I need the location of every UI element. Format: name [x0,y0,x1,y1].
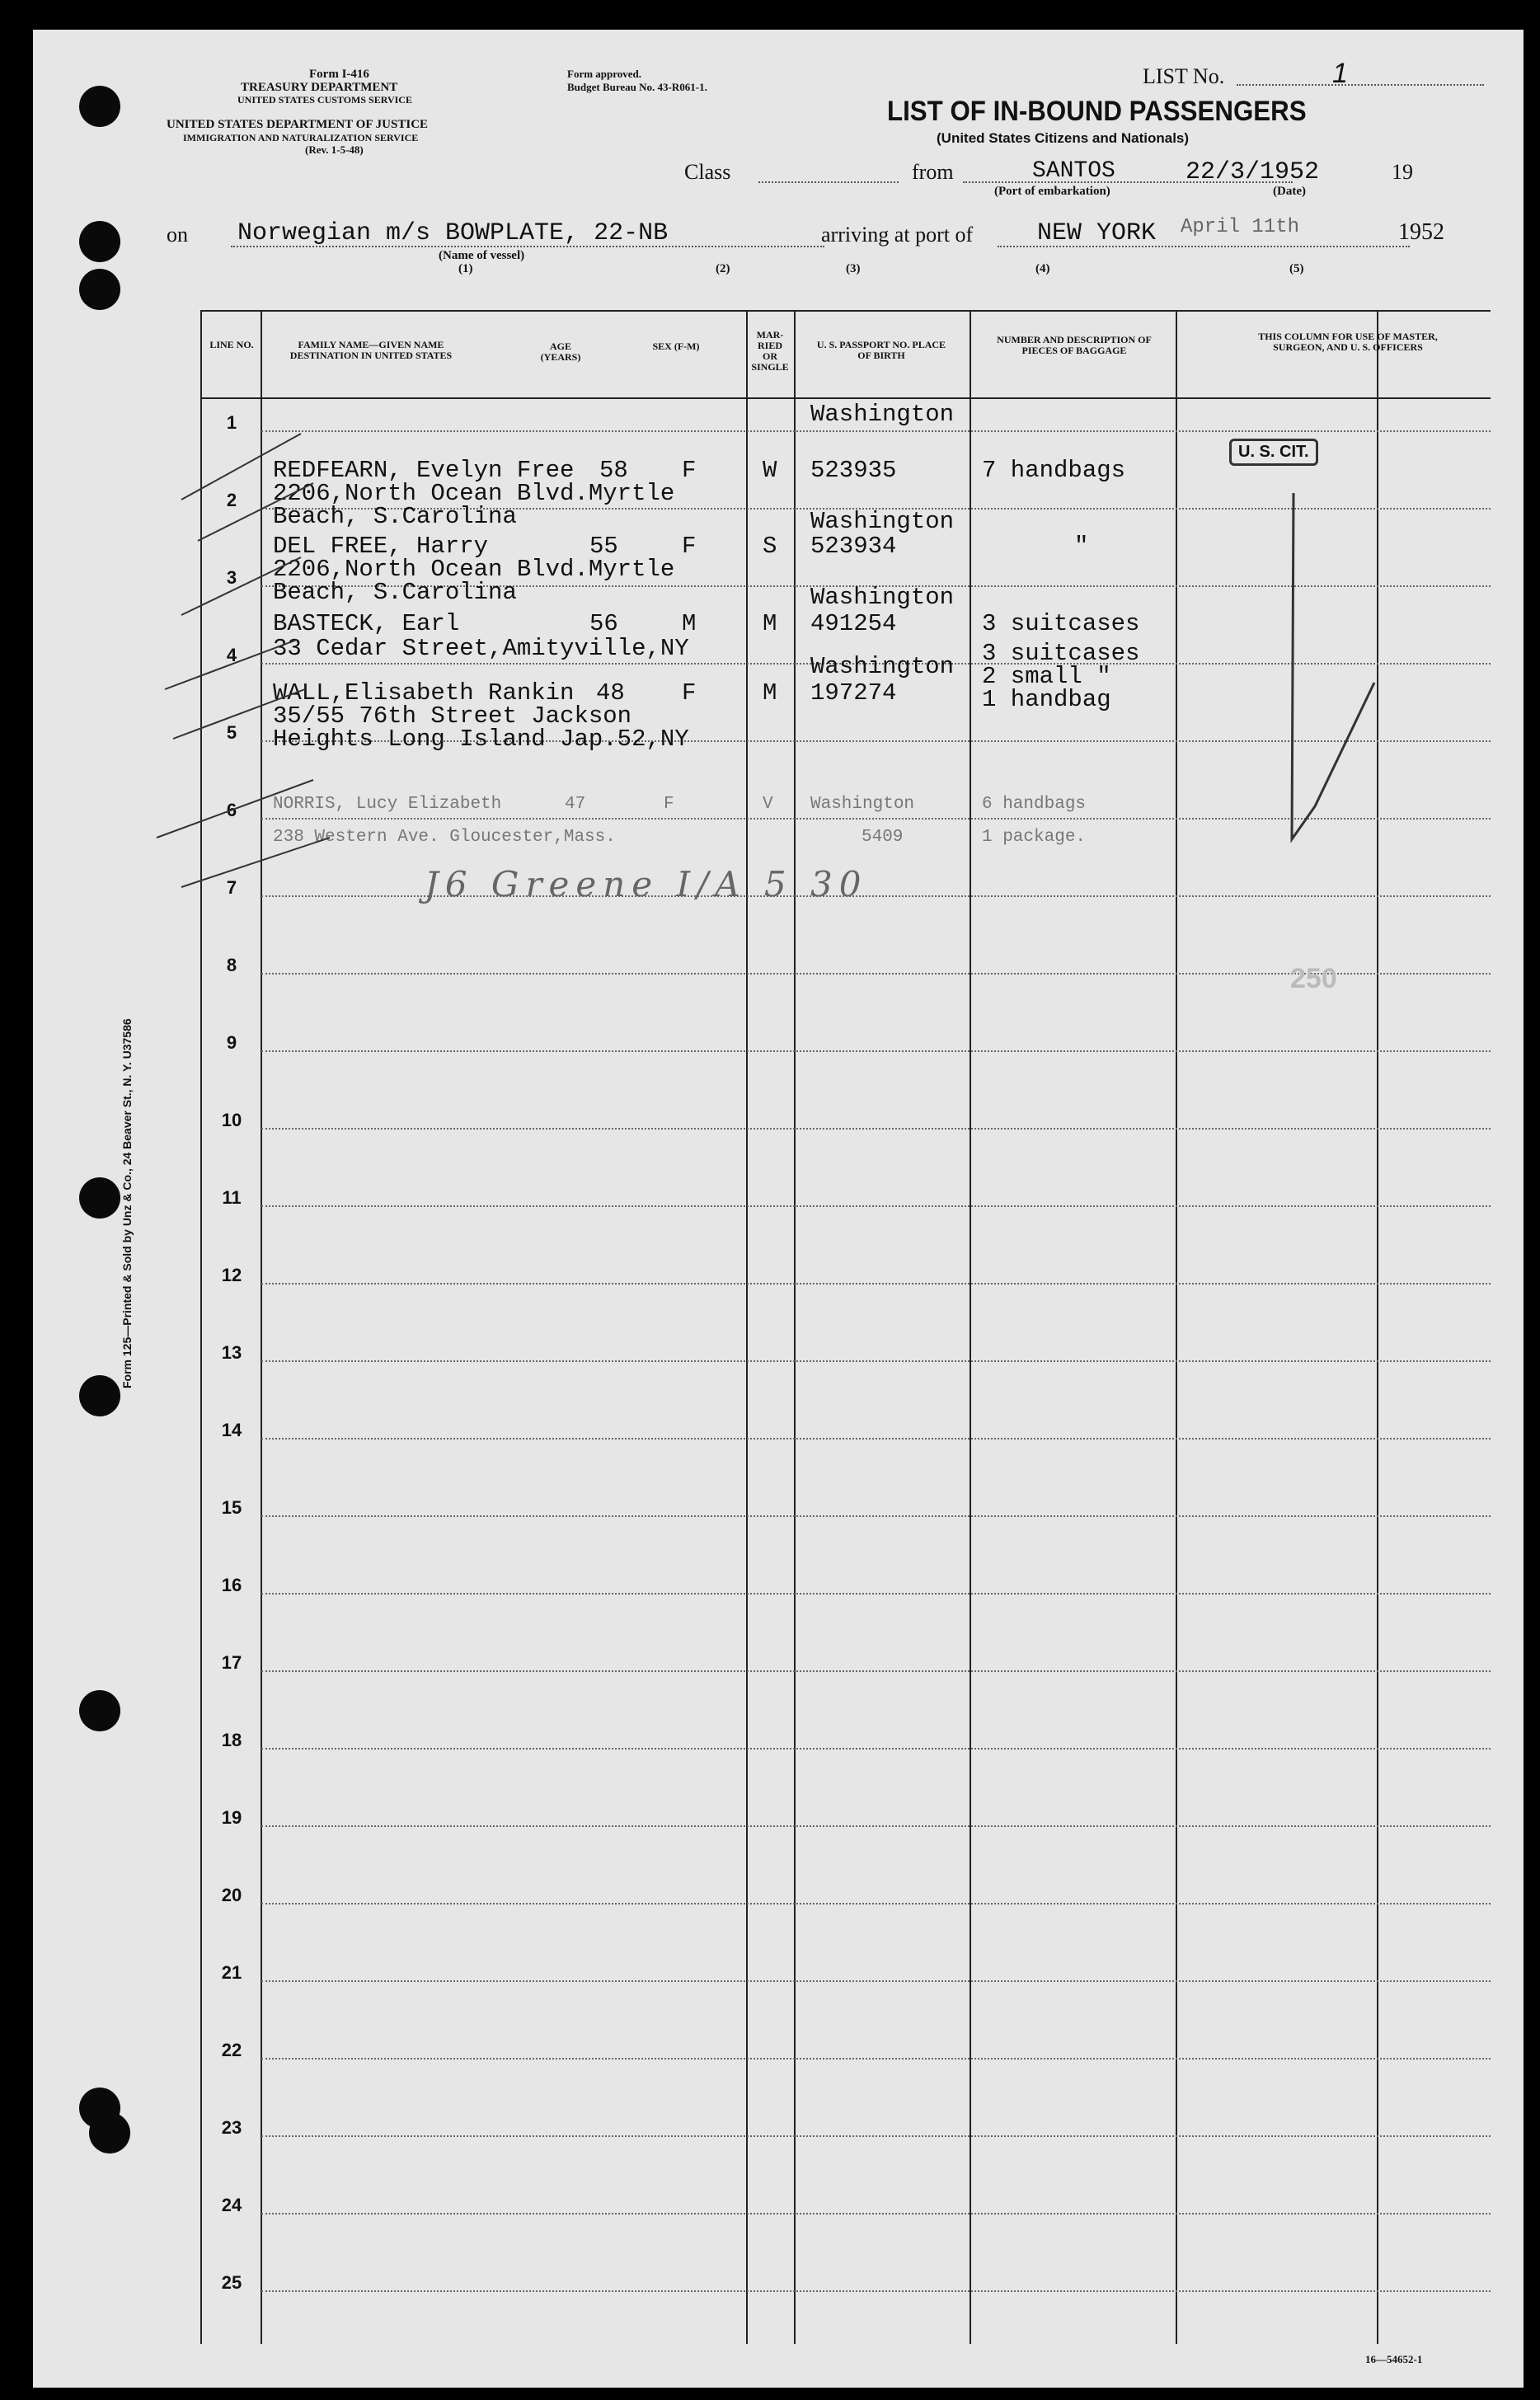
handwritten-note: J6 Greene I/A 5 30 [425,864,868,904]
row4-passport: 197274 [810,679,897,707]
row-rule [261,2058,1491,2059]
from-label: from [912,160,954,184]
row2-baggage: " [1074,533,1089,560]
col-num-5: (5) [1289,262,1304,275]
row-rule [261,1980,1491,1982]
arrival-year: 1952 [1398,219,1444,245]
row3-birth: Washington [810,584,955,611]
punch-hole [79,1690,120,1731]
arrival-port: NEW YORK [1037,219,1157,247]
line-number: 2 [226,490,237,510]
row1-name: REDFEARN, Evelyn Free [273,457,575,484]
budget-bureau: Budget Bureau No. 43-R061-1. [567,81,707,93]
voyage-year-prefix: 19 [1392,160,1413,184]
line-number: 13 [221,1342,242,1363]
row2-name: DEL FREE, Harry [273,533,489,560]
row1-dest1: 2206,North Ocean Blvd.Myrtle [273,480,675,507]
customs-label: UNITED STATES CUSTOMS SERVICE [237,94,412,106]
row2-sex: F [682,533,697,560]
embark-port: SANTOS [1032,158,1115,184]
row-rule [261,1438,1491,1440]
line-number: 19 [221,1807,242,1828]
punch-hole [79,269,120,310]
vessel-name: Norwegian m/s BOWPLATE, 22-NB [237,219,669,247]
row1-birth: Washington [810,401,955,428]
struck-birth: Washington [810,795,915,814]
line-number: 25 [221,2272,242,2293]
page-title: LIST OF IN-BOUND PASSENGERS [887,96,1307,127]
row-rule [261,1283,1491,1285]
row-rule [261,1050,1491,1052]
header-baggage: NUMBER AND DESCRIPTION OF PIECES OF BAGGAGE [997,334,1152,356]
row-rule [261,430,1491,432]
row4-baggage3: 1 handbag [982,686,1111,713]
row2-passport: 523934 [810,533,897,560]
immigration-label: IMMIGRATION AND NATURALIZATION SERVICE [183,132,419,143]
line-number: 11 [222,1187,242,1208]
row4-dest2: Heights Long Island Jap.52,NY [273,726,689,753]
struck-passport: 5409 [862,828,904,847]
embark-caption: (Port of embarkation) [994,185,1110,198]
row3-age: 56 [589,610,618,637]
row3-sex: M [682,610,697,637]
row1-marital: W [763,457,777,484]
row1-baggage: 7 handbags [982,457,1126,484]
row-rule [261,1128,1491,1130]
class-field [758,181,899,183]
row3-passport: 491254 [810,610,897,637]
row3-baggage: 3 suitcases [982,610,1140,637]
on-label: on [167,223,188,247]
line-number: 22 [221,2040,242,2060]
row-rule [261,1593,1491,1595]
row2-dest2: Beach, S.Carolina [273,579,517,606]
row4-baggage1: 3 suitcases [982,640,1140,667]
class-label: Class [684,160,731,184]
row4-age: 48 [596,679,625,707]
row3-marital: M [763,610,777,637]
punch-hole [89,2112,130,2153]
struck-dest: 238 Western Ave. Gloucester,Mass. [273,828,616,847]
col-num-4: (4) [1035,262,1050,275]
row4-name: WALL,Elisabeth Rankin [273,679,575,707]
row4-marital: M [763,679,777,707]
line-number: 10 [221,1110,242,1130]
list-no-label: LIST No. [1143,64,1225,88]
page-subtitle: (United States Citizens and Nationals) [937,130,1190,146]
form-number: Form I-416 [309,68,369,81]
struck-marital: V [763,795,773,814]
row1-dest2: Beach, S.Carolina [273,503,517,530]
row-rule [261,2290,1491,2292]
header-officers: THIS COLUMN FOR USE OF MASTER, SURGEON, AND U. S. OFFICERS [1258,331,1438,353]
row4-baggage2: 2 small " [982,663,1111,690]
line-number: 16 [221,1575,242,1595]
passenger-list-sheet [33,30,1524,2388]
row-rule [261,1748,1491,1750]
line-number: 5 [226,722,237,743]
header-married: MAR-RIED OR SINGLE [751,329,789,373]
punch-hole [79,1375,120,1416]
list-no-value: 1 [1332,58,1348,89]
line-number: 9 [226,1032,237,1053]
struck-name: NORRIS, Lucy Elizabeth [273,795,502,814]
row3-dest1: 33 Cedar Street,Amityville,NY [273,635,689,662]
header-line-no: LINE NO. [209,339,254,350]
row-rule [261,1515,1491,1517]
treasury-label: TREASURY DEPARTMENT [241,81,398,94]
line-number: 6 [226,800,237,820]
punch-hole [79,221,120,262]
row1-age: 58 [599,457,628,484]
row-rule [261,2213,1491,2214]
row2-age: 55 [589,533,618,560]
row-rule [261,1825,1491,1827]
line-number: 15 [221,1497,242,1518]
row4-dest1: 35/55 76th Street Jackson [273,702,632,730]
check-mark [1282,477,1389,872]
header-age: AGE (YEARS) [540,341,581,363]
row-rule [261,1360,1491,1362]
arriving-label: arriving at port of [821,223,974,247]
list-no-field [1237,84,1484,86]
line-number: 23 [221,2117,242,2138]
row4-birth: Washington [810,653,955,680]
struck-baggage2: 1 package. [982,828,1087,847]
revision-label: (Rev. 1-5-48) [305,143,364,156]
struck-baggage1: 6 handbags [982,795,1087,814]
col-num-2: (2) [716,262,730,275]
header-name: FAMILY NAME—GIVEN NAME DESTINATION IN UNITED STATES [289,339,453,361]
header-passport: U. S. PASSPORT NO. PLACE OF BIRTH [816,339,946,361]
line-number: 20 [221,1885,242,1905]
row-rule [261,1205,1491,1207]
punch-hole [79,1177,120,1219]
row2-marital: S [763,533,777,560]
passenger-table [200,310,1491,2344]
vessel-caption: (Name of vessel) [439,249,525,262]
row-rule [261,2135,1491,2137]
line-number: 12 [221,1265,242,1285]
row-rule [261,1670,1491,1672]
line-number: 8 [226,955,237,975]
row2-birth: Washington [810,508,955,535]
tally-marks [148,392,338,920]
row-rule [261,1903,1491,1905]
row1-sex: F [682,457,697,484]
line-number: 18 [221,1730,242,1750]
line-number: 3 [226,567,237,588]
faint-number: 250 [1290,963,1337,994]
side-print: Form 125—Printed & Sold by Unz & Co., 24 Beaver St., N. Y. U37586 [120,1018,134,1388]
struck-sex: F [664,795,674,814]
line-number: 17 [221,1652,242,1673]
line-number: 24 [221,2195,242,2215]
row4-sex: F [682,679,697,707]
line-number: 7 [226,877,237,898]
header-sex: SEX (F-M) [652,341,700,352]
line-number: 4 [226,645,237,665]
footer-code: 16—54652-1 [1365,2353,1423,2365]
form-approved: Form approved. [567,68,642,80]
col-num-3: (3) [846,262,861,275]
us-citizen-stamp: U. S. CIT. [1229,439,1318,466]
line-number: 21 [221,1962,242,1983]
row2-dest1: 2206,North Ocean Blvd.Myrtle [273,556,675,583]
voyage-date: 22/3/1952 [1186,158,1320,186]
line-number: 14 [221,1420,242,1440]
punch-hole [79,86,120,127]
justice-label: UNITED STATES DEPARTMENT OF JUSTICE [167,118,429,131]
row1-passport: 523935 [810,457,897,484]
col-num-1: (1) [458,262,473,275]
row3-name: BASTECK, Earl [273,610,460,637]
arrival-date: April 11th [1181,216,1300,238]
date-caption: (Date) [1273,185,1306,198]
line-number: 1 [226,412,237,433]
struck-age: 47 [565,795,586,814]
